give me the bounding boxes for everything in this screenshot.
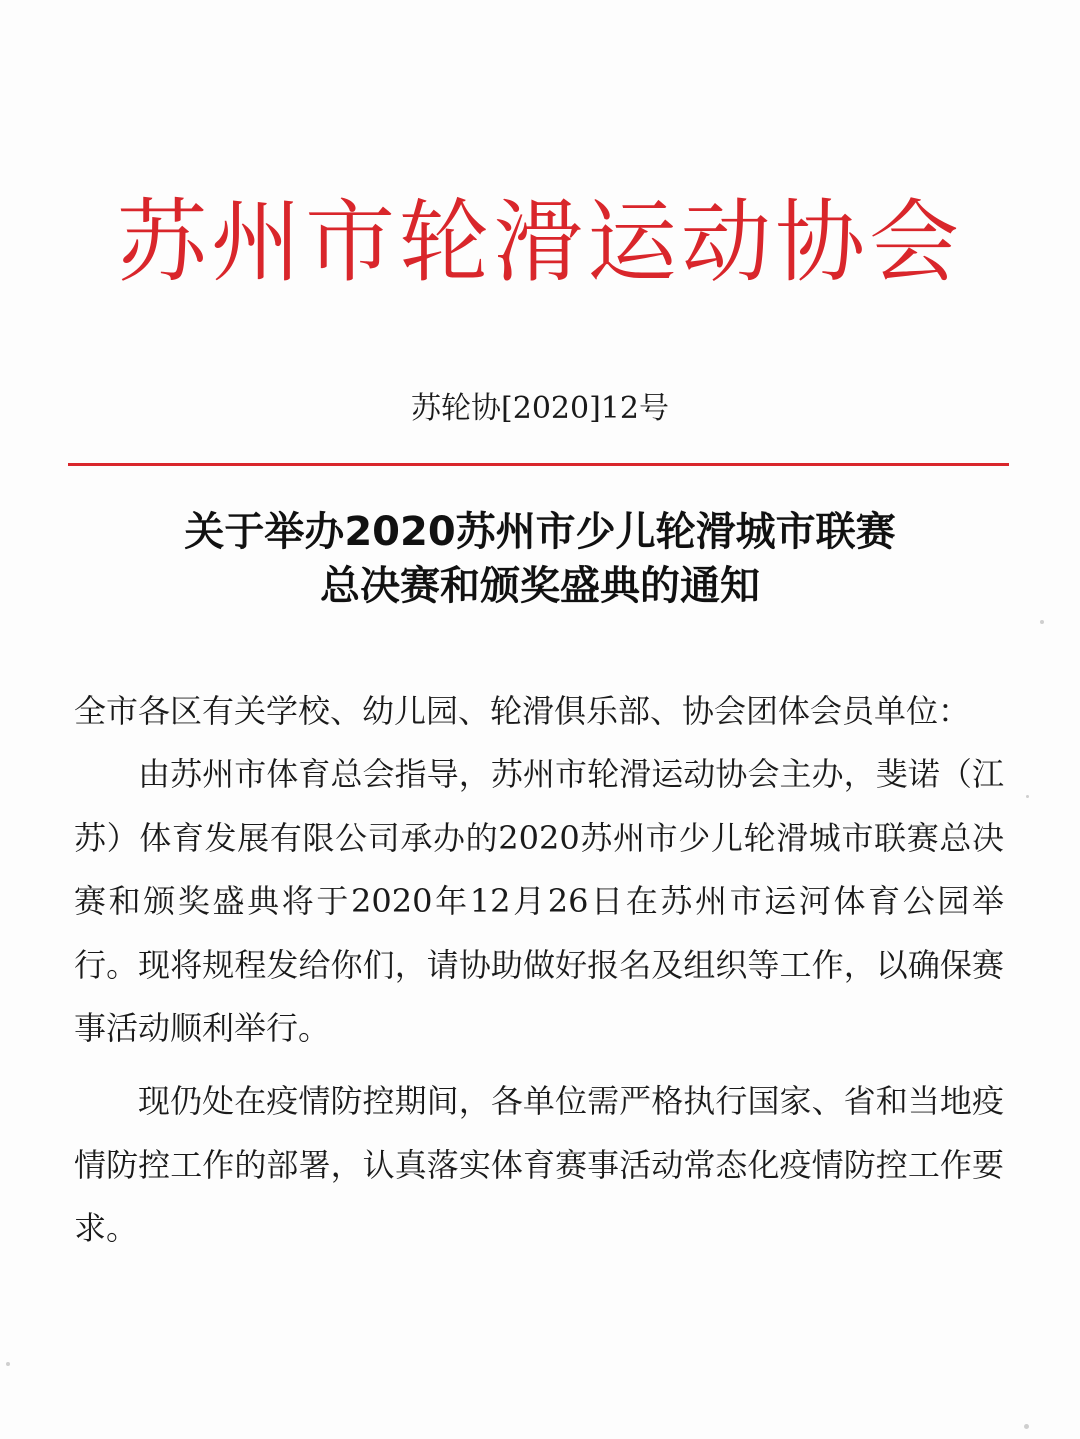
scan-speck bbox=[1026, 795, 1029, 798]
scan-speck bbox=[6, 1362, 10, 1366]
red-divider-line bbox=[68, 463, 1009, 466]
scan-speck bbox=[1024, 1424, 1029, 1429]
scan-speck bbox=[1040, 620, 1044, 624]
notice-title bbox=[0, 505, 1080, 613]
notice-title-line-2: 总决赛和颁奖盛典的通知 bbox=[320, 563, 760, 609]
body-paragraph-1: 由苏州市体育总会指导，苏州市轮滑运动协会主办，斐诺（江苏）体育发展有限公司承办的2020苏州市少儿轮滑城市联赛总决赛和颁奖盛典将于2020年12月26日在苏州市运河体育公园举行。现将规程发给你们，请协助做好报名及组织等工作，以确保赛事活动顺利举行。 bbox=[74, 755, 1004, 1047]
salutation: 全市各区有关学校、幼儿园、轮滑俱乐部、协会团体会员单位： bbox=[74, 692, 971, 730]
document-number: 苏轮协[2020]12号 bbox=[411, 391, 669, 426]
notice-title-line-1: 关于举办2020苏州市少儿轮滑城市联赛 bbox=[184, 509, 896, 555]
letterhead-title: 苏州市轮滑运动协会 bbox=[117, 190, 963, 295]
body-paragraph-2: 现仍处在疫情防控期间，各单位需严格执行国家、省和当地疫情防控工作的部署，认真落实体育赛事活动常态化疫情防控工作要求。 bbox=[74, 1082, 1004, 1247]
